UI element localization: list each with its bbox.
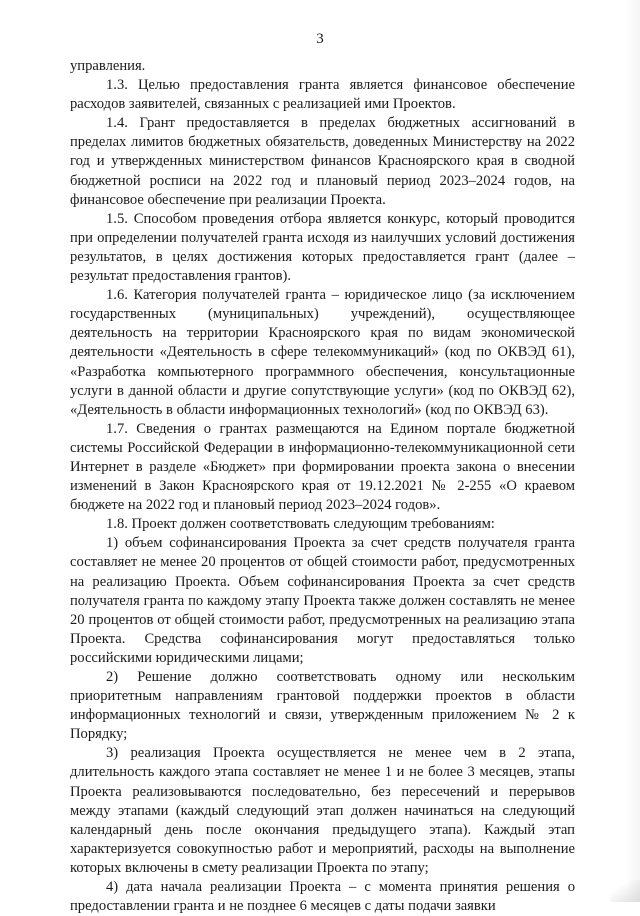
scan-shadow-corner — [610, 880, 640, 902]
requirement-item-1: 1) объем софинансирования Проекта за счет средств получателя гранта составляет не менее 20 процентов от общей стоимости работ, предусмотренных на реализацию Проекта. Объем софинансирования Проекта за счет средств получателя гранта по каждому этапу Проекта также должен составлять не менее 20 процентов от общей стоимости работ, предусмотренных на реализацию этапа Проекта. Средства софинансирования могут предоставляться только российскими юридическими лицами; — [70, 535, 575, 666]
document-body — [70, 57, 575, 916]
paragraph-1-5: 1.5. Способом проведения отбора является конкурс, который проводится при определении получателей гранта исходя из наилучших условий достижения результатов, в целях достижения которых предоставляется грант (далее – результат предоставления грантов). — [70, 210, 575, 285]
paragraph-1-6: 1.6. Категория получателей гранта – юридическое лицо (за исключением государственных (муниципальных) учреждений), осуществляющее деятельность на территории Красноярского края по видам экономической деятельности «Деятельность в сфере телекоммуникаций» (код по ОКВЭД 61), «Разработка компьютерного программного обеспечения, консультационные услуги в данной области и другие сопутствующие услуги» (код по ОКВЭД 62), «Деятельность в области информационных технологий» (код по ОКВЭД 63). — [70, 287, 575, 418]
paragraph-1-3: 1.3. Целью предоставления гранта является финансовое обеспечение расходов заявителей, связанных с реализацией ими Проектов. — [70, 77, 575, 113]
paragraph-1-7: 1.7. Сведения о грантах размещаются на Едином портале бюджетной системы Российской Федерации в информационно-телекоммуникационной сети Интернет в разделе «Бюджет» при формировании проекта закона о внесении изменений в Закон Красноярского края от 19.12.2021 № 2-255 «О краевом бюджете на 2022 год и плановый период 2023–2024 годов». — [70, 420, 575, 514]
requirement-item-3: 3) реализация Проекта осуществляется не менее чем в 2 этапа, длительность каждого этапа составляет не менее 1 и не более 3 месяцев, этапы Проекта реализовываются последовательно, без пересечений и перерывов между этапами (каждый следующий этап должен начинаться на следующий календарный день после окончания предыдущего этапа). Каждый этап характеризуется совокупностью работ и мероприятий, расходы на выполнение которых включены в смету реализации Проекта по этапу; — [70, 745, 575, 876]
paragraph-continuation: управления. — [70, 58, 146, 74]
scan-shadow-edge — [626, 0, 640, 902]
page-number: 3 — [316, 31, 324, 47]
requirement-item-4: 4) дата начала реализации Проекта – с момента принятия решения о предоставлении гранта и не позднее 6 месяцев с даты подачи заявки — [70, 879, 575, 915]
paragraph-1-4: 1.4. Грант предоставляется в пределах бюджетных ассигнований в пределах лимитов бюджетных обязательств, доведенных Министерству на 2022 год и утвержденных министерством финансов Красноярского края в сводной бюджетной росписи на 2022 год и плановый период 2023–2024 годов, на финансовое обеспечение при реализации Проекта. — [70, 115, 575, 208]
paragraph-1-8: 1.8. Проект должен соответствовать следующим требованиям: — [106, 516, 495, 533]
requirement-item-2: 2) Решение должно соответствовать одному или нескольким приоритетным направлениям грантовой поддержки проектов в области информационных технологий и связи, утвержденным приложением № 2 к Порядку; — [70, 669, 575, 743]
